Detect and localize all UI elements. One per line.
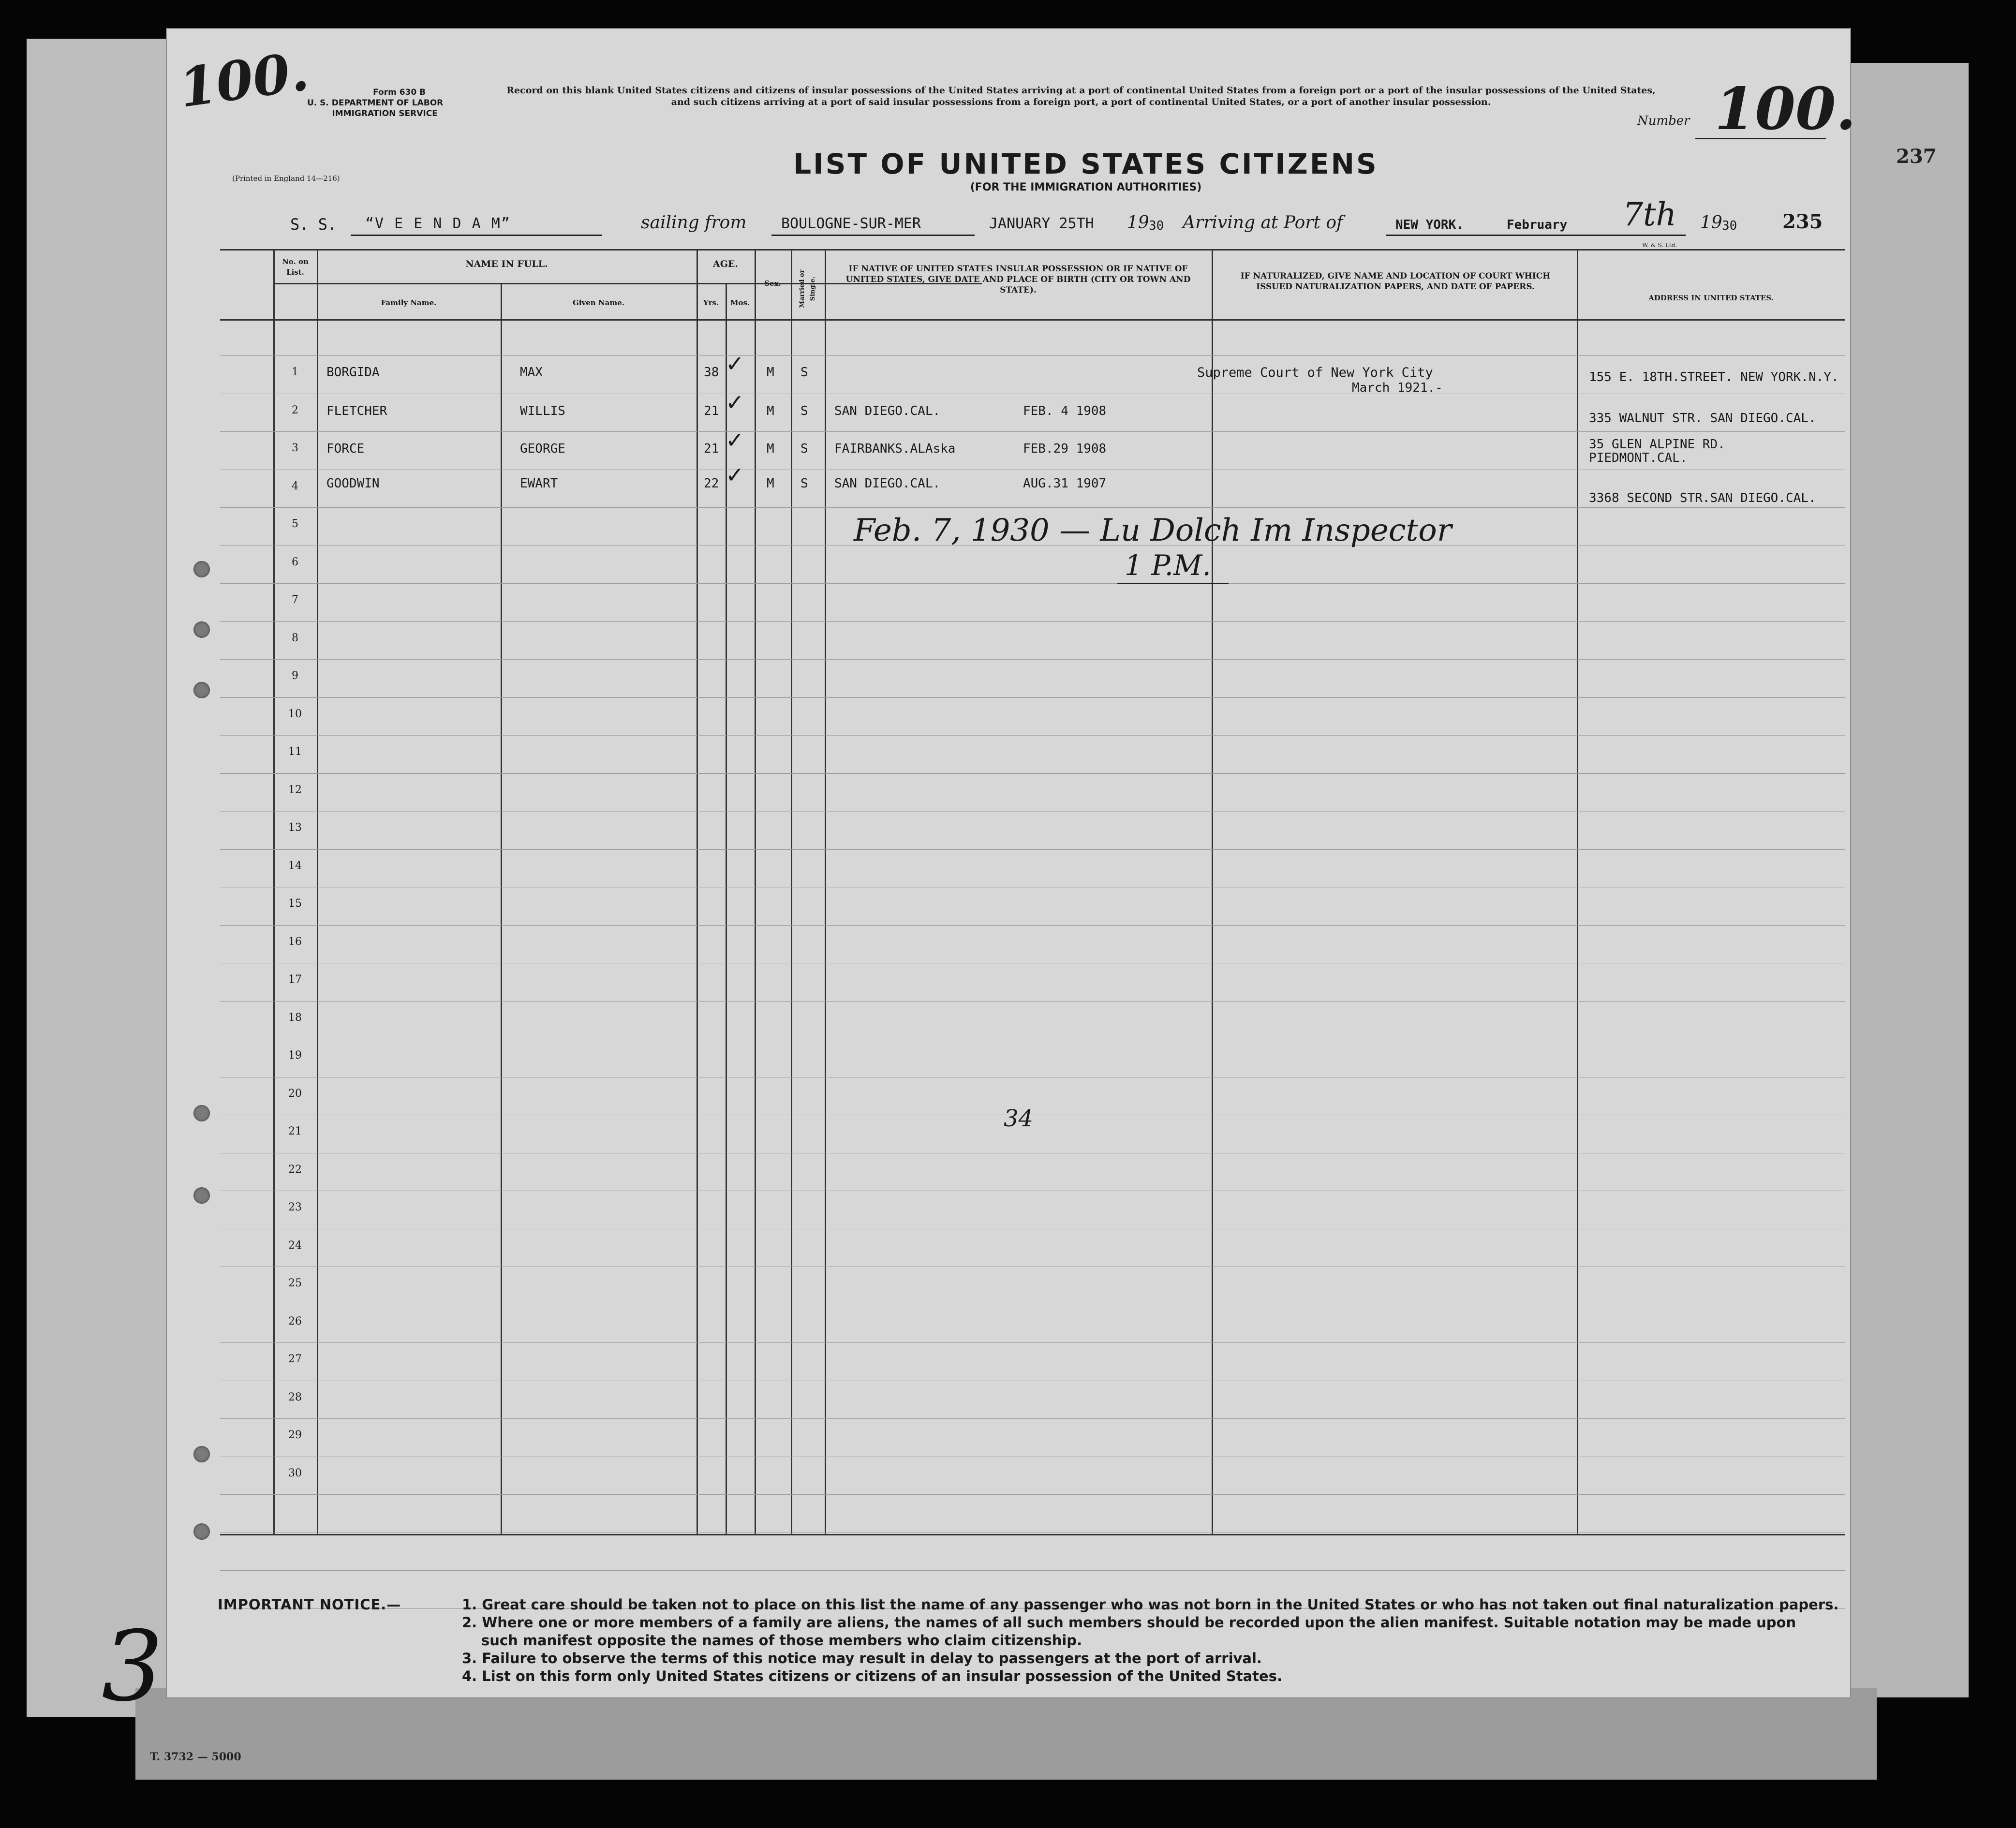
col-married-single: Married or Single. [799,269,816,308]
punch-hole [193,682,210,698]
row-number: 18 [288,1011,302,1024]
inspection-time: 1 P.M. [1125,549,1211,582]
handwritten-number-left: 100. [175,39,312,120]
punch-hole [193,1187,210,1204]
year-suffix: 30 [1149,219,1164,233]
row-number: 8 [292,632,298,644]
birth-place: SAN DIEGO.CAL. [834,404,941,418]
birth-date: FEB. 4 1908 [1023,404,1107,418]
arrival-month: February [1507,218,1568,232]
row-number: 4 [292,480,298,492]
row-number: 11 [288,746,302,758]
printer-mark: W. & S. Ltd. [1642,242,1677,249]
ruled-line [220,1494,1845,1495]
number-label: Number [1637,114,1690,128]
given-name: MAX [520,365,543,380]
ruled-line [220,1570,1845,1571]
col-given-name: Given Name. [573,298,624,307]
row-number: 9 [292,670,298,682]
check-mark: ✓ [726,389,744,415]
age-years: 38 [704,365,719,380]
notice-item-4: 4. List on this form only United States citizens or citizens of an insular possession of the United States. [462,1668,1282,1684]
family-name: FORCE [326,442,365,456]
col-family-name: Family Name. [381,298,437,307]
printed-in: (Printed in England 14—216) [232,174,340,183]
row-number: 15 [288,898,302,910]
row-number: 23 [288,1201,302,1213]
punch-hole [193,1446,210,1462]
passenger-table [220,249,1845,1535]
col-birth: IF NATIVE OF UNITED STATES INSULAR POSSESSION OR IF NATIVE OF UNITED STATES, GIVE DATE AND PLACE OF BIRTH (CITY OR TOWN AND STATE). [845,264,1191,295]
ruled-line [220,583,1845,584]
sailing-from-port: BOULOGNE-SUR-MER [781,215,921,232]
age-years: 21 [704,404,719,418]
row-number: 20 [288,1087,302,1100]
family-name: GOODWIN [326,476,380,491]
check-mark: ✓ [726,351,744,377]
vessel-name: “V E E N D A M” [365,215,511,232]
naturalization-date: March 1921.- [1352,381,1443,395]
adjacent-page-number: 237 [1896,145,1937,168]
row-number: 22 [288,1163,302,1176]
sex: M [767,404,774,418]
check-mark: ✓ [726,462,744,488]
row-number: 12 [288,783,302,796]
birth-date: AUG.31 1907 [1023,476,1107,491]
given-name: EWART [520,476,558,491]
page-title: LIST OF UNITED STATES CITIZENS [793,147,1379,180]
sailing-from-label: sailing from [641,213,747,233]
row-number: 27 [288,1353,302,1365]
sex: M [767,365,774,380]
marital-status: S [800,365,808,380]
col-age: AGE. [712,259,739,269]
number-value: 100. [1715,75,1856,143]
ruled-line [220,659,1845,660]
punch-hole [193,1105,210,1121]
marital-status: S [800,404,808,418]
departure-date: JANUARY 25TH [989,215,1094,232]
age-years: 22 [704,476,719,491]
marital-status: S [800,476,808,491]
given-name: WILLIS [520,404,565,418]
row-number: 7 [292,594,298,606]
intro-text: Record on this blank United States citizens and citizens of insular possessions of the United States arriving at a port of continental United States from a foreign port or a port of the insular possessions of the United States, and such citizens arriving at a port of said insular possessions from a foreign port, a port of continental United States, or a port of another insular possession. [506,85,1656,107]
underlying-page-right [1848,63,1969,1697]
arrival-year-suffix: 30 [1722,219,1737,233]
col-address: ADDRESS IN UNITED STATES. [1648,294,1774,302]
notice-item-3: 3. Failure to observe the terms of this notice may result in delay to passengers at the port of arrival. [462,1650,1262,1666]
birth-place: FAIRBANKS.ALAska [834,442,956,456]
row-number: 17 [288,973,302,986]
department-block [230,87,443,119]
birth-place: SAN DIEGO.CAL. [834,476,941,491]
notice-item-2a: 2. Where one or more members of a family are aliens, the names of all such members should be recorded upon the alien manifest. Suitable notation may be made upon [462,1614,1796,1631]
ruled-line [220,697,1845,698]
notice-item-2b: such manifest opposite the names of those members who claim citizenship. [481,1632,1082,1649]
service-name: IMMIGRATION SERVICE [332,109,438,118]
row-number: 1 [292,366,298,378]
family-name: BORGIDA [326,365,380,380]
row-number: 28 [288,1391,302,1403]
ruled-line [220,1001,1845,1002]
address: 3368 SECOND STR.SAN DIEGO.CAL. [1589,491,1816,505]
sex: M [767,476,774,491]
row-number: 19 [288,1049,302,1061]
address: 155 E. 18TH.STREET. NEW YORK.N.Y. [1589,370,1839,384]
marital-status: S [800,442,808,456]
age-years: 21 [704,442,719,456]
sex: M [767,442,774,456]
punch-hole [193,561,210,577]
row-number: 30 [288,1467,302,1479]
ruled-line [220,355,1845,356]
arrival-port: NEW YORK. [1395,218,1464,232]
underlying-page-bottom [135,1688,1877,1780]
row-number: 3 [292,442,298,454]
form-number: Form 630 B [373,88,426,97]
ruled-line [220,849,1845,850]
row-number: 14 [288,859,302,872]
row-number: 21 [288,1125,302,1137]
ruled-line [220,621,1845,622]
ruled-line [220,735,1845,736]
notice-lead: IMPORTANT NOTICE.— [218,1596,401,1613]
bottom-form-code: T. 3732 — 5000 [150,1751,241,1763]
row-number: 2 [292,404,298,416]
naturalization-court: Supreme Court of New York City [1197,365,1433,380]
underlying-page-left [27,39,172,1717]
given-name: GEORGE [520,442,565,456]
family-name: FLETCHER [326,404,387,418]
ruled-line [220,1418,1845,1419]
col-mos: Mos. [730,298,750,307]
check-mark: ✓ [726,427,744,453]
birth-date: FEB.29 1908 [1023,442,1107,456]
row-number: 13 [288,822,302,834]
address: 335 WALNUT STR. SAN DIEGO.CAL. [1589,411,1816,426]
year-prefix: 19 [1127,213,1149,233]
department-name: U. S. DEPARTMENT OF LABOR [307,98,444,108]
page-subtitle: (FOR THE IMMIGRATION AUTHORITIES) [970,181,1202,193]
row-number: 25 [288,1277,302,1289]
inspection-annotation: Feb. 7, 1930 — Lu Dolch Im Inspector [854,513,1452,548]
col-name-in-full: NAME IN FULL. [465,259,548,269]
ruled-line [220,1342,1845,1343]
ruled-line [220,773,1845,774]
row-number: 5 [292,518,298,530]
center-mark: 34 [1004,1105,1034,1132]
handwritten-3: 3 [102,1610,163,1723]
arrival-day: 7th [1623,196,1677,233]
row-number: 6 [292,556,298,568]
row-number: 26 [288,1315,302,1327]
row-number: 29 [288,1429,302,1441]
ss-label: S. S. [290,215,337,234]
col-yrs: Yrs. [703,298,719,307]
address: 35 GLEN ALPINE RD. PIEDMONT.CAL. [1589,437,1725,465]
ruled-line [220,925,1845,926]
notice-item-1: 1. Great care should be taken not to place on this list the name of any passenger who was not born in the United States or who has not taken out final naturalization papers. [462,1596,1839,1613]
col-no-on-list: No. on List. [282,257,309,277]
manifest-sheet [167,29,1856,1697]
ruled-line [220,507,1845,508]
punch-hole [193,621,210,638]
col-naturalized: IF NATURALIZED, GIVE NAME AND LOCATION OF COURT WHICH ISSUED NATURALIZATION PAPERS, AND DATE OF PAPERS. [1240,271,1551,292]
row-number: 24 [288,1239,302,1252]
col-sex: Sex. [764,279,781,288]
arrival-year-prefix: 19 [1700,213,1722,233]
arriving-label: Arriving at Port of [1183,213,1343,233]
row-number: 10 [288,708,302,720]
punch-hole [193,1523,210,1540]
page-number: 235 [1782,210,1823,233]
row-number: 16 [288,935,302,948]
ruled-line [220,431,1845,432]
